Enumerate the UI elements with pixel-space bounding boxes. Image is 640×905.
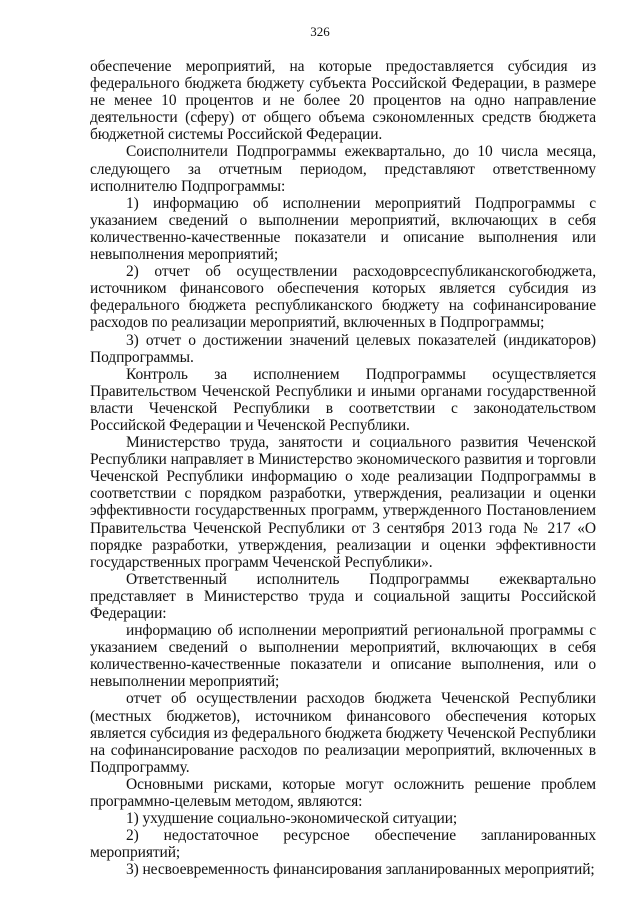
risk-item-1: 1) ухудшение социально-экономической ситуации;: [126, 810, 458, 828]
paragraph-main-risks: Основными рисками, которые могут осложнить решение проблем программно-целевым методом, являются:: [90, 775, 596, 811]
list-item-1-information: 1) информацию об исполнении мероприятий Подпрограммы с указанием сведений о выполнении мероприятий, включающих в себя количественно-качественные показатели и описание выполнения или невыполнения мероприятий;: [90, 194, 596, 264]
paragraph-co-executors: Соисполнители Подпрограммы ежеквартально, до 10 числа месяца, следующего за отчетным периодом, представляют ответственному исполнителю Подпрограммы:: [90, 143, 596, 195]
list-item-regional-information: информацию об исполнении мероприятий региональной программы с указанием сведений о выполнении мероприятий, включающих в себя количественно-качественные показатели и описание выполнения, или о невыполнении мероприятий;: [90, 622, 596, 691]
document-body: [90, 58, 596, 879]
list-item-budget-report: отчет об осуществлении расходов бюджета Чеченской Республики (местных бюджетов), источником финансового обеспечения которых является субсидия из федерального бюджета бюджету Чеченской Республики на софинансирование расходов по реализации мероприятий, включенных в Подпрограмму.: [90, 690, 596, 776]
paragraph-ministry-labor: Министерство труда, занятости и социального развития Чеченской Республики направляет в Министерство экономического развития и торговли Чеченской Республики информацию о ходе реализации Подпрограммы в соответствии с порядком разработки, утверждения, реализации и оценки эффективности государственных программ, утвержденного Постановлением Правительства Чеченской Республики от 3 сентября 2013 года № 217 «О порядке разработки, утверждения, реализации и оценки эффективности государственных программ Чеченской Республики».: [90, 434, 596, 571]
paragraph-control: Контроль за исполнением Подпрограммы осуществляется Правительством Чеченской Республики и иными органами государственной власти Чеченской Республики в соответствии с законодательством Российской Федерации и Чеченской Республики.: [90, 365, 596, 434]
paragraph-continuation: обеспечение мероприятий, на которые предоставляется субсидия из федерального бюджета бюджету субъекта Российской Федерации, в размере не менее 10 процентов и не более 20 процентов на одно направление деятельности (сферу) от общего объема сэкономленных средств бюджета бюджетной системы Российской Федерации.: [90, 58, 596, 144]
list-item-2-report-expenses: 2) отчет об осуществлении расходоврсеспубликанскогобюджета, источником финансового обеспечения которых является субсидия из федерального бюджета республиканского бюджету на софинансирование расходов по реализации мероприятий, включенных в Подпрограммы;: [90, 263, 596, 332]
risk-item-2: 2) недостаточное ресурсное обеспечение запланированных мероприятий;: [90, 827, 596, 862]
risk-item-3: 3) несвоевременность финансирования запланированных мероприятий;: [126, 861, 595, 879]
paragraph-responsible-executor: Ответственный исполнитель Подпрограммы ежеквартально представляет в Министерство труда и социальной защиты Российской Федерации:: [90, 570, 596, 622]
list-item-3-report-indicators: 3) отчет о достижении значений целевых показателей (индикаторов) Подпрограммы.: [90, 331, 596, 366]
page-number: 326: [310, 24, 330, 39]
